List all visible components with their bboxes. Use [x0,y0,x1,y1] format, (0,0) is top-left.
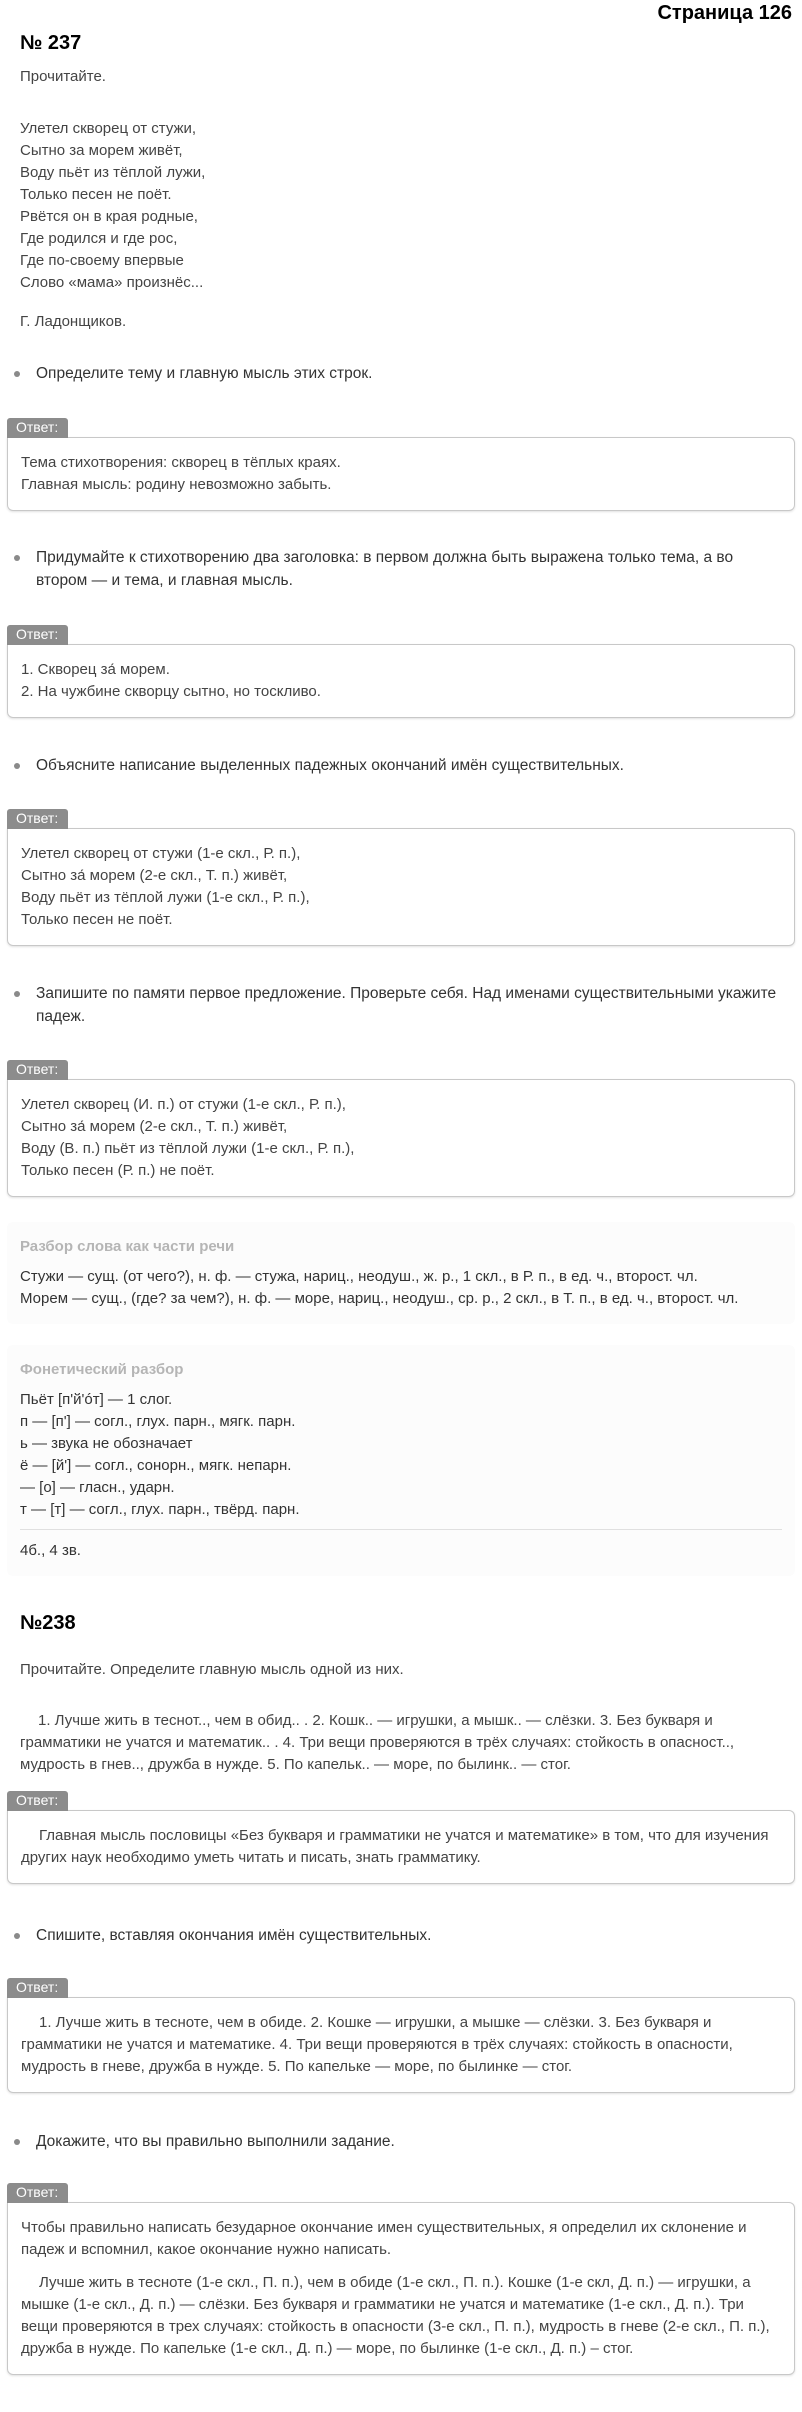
divider [20,1529,782,1530]
answer-prove-box [7,2202,795,2375]
task-237-number: № 237 [20,32,82,54]
phonetic-block [7,1345,795,1576]
proverbs-text: 1. Лучше жить в теснот.., чем в обид.. . 2. Кошк.. — игрушки, а мышк.. — слёзки. 3. Без букваря и грамматики не учатся и математик.. . 4. Три вещи проверяются в трёх случаях: стойкость в опасност.., мудрость в гнев.., дружба в нужде. 5. По капельк.. — море, по былинк.. — стог. [20,1712,735,1773]
question-cases-text: Запишите по памяти первое предложение. Проверьте себя. Над именами существительными укажите падеж. [36,985,777,1025]
question-endings [14,754,782,777]
question-endings-text: Объясните написание выделенных падежных окончаний имён существительных. [36,757,624,774]
answer-theme [7,418,795,511]
task-238-instruction: Прочитайте. Определите главную мысль одной из них. [20,1661,404,1678]
task-237-instruction: Прочитайте. [20,68,106,85]
question-titles [14,546,782,592]
answer-copy-text: 1. Лучше жить в тесноте, чем в обиде. 2. Кошке — игрушки, а мышке — слёзки. 3. Без букваря и грамматики не учатся и математике. 4. Три вещи проверяются в трёх случаях: стойкость в опасности, мудрость в гневе, дружба в нужде. 5. По капельке — море, по былинке — стог. [7,1997,795,2093]
answer-theme-text: Тема стихотворения: скворец в тёплых краях. Главная мысль: родину невозможно забыть. [7,437,795,511]
answer-cases [7,1060,795,1197]
answer-prove-paragraph-1: Чтобы правильно написать безударное окончание имен существительных, я определил их склонение и падеж и вспомнил, какое окончание нужно написать. [21,2219,747,2258]
answer-label: Ответ: [7,418,68,438]
answer-label: Ответ: [7,1791,68,1811]
poem-author: Г. Ладонщиков. [20,313,127,330]
page-number: Страница 126 [657,2,792,24]
task-238-number: №238 [20,1612,76,1634]
answer-prove [7,2183,795,2375]
question-prove [14,2130,782,2153]
question-titles-text: Придумайте к стихотворению два заголовка: в первом должна быть выражена только тема, а во втором — и тема, и главная мысль. [36,549,734,589]
phonetic-summary: 4б., 4 зв. [20,1542,81,1559]
answer-prove-paragraph-2: Лучше жить в тесноте (1-е скл., П. п.), чем в обиде (1-е скл., П. п.). Кошке (1-е скл, Д. п.) — игрушки, а мышке (1-е скл., Д. п.) — слёзки. Без букваря и грамматики не учатся и математике (1-е скл., Д. п.). Три вещи проверяются в трех случаях: стойкость в опасности (3-е скл., П. п.), мудрость в гневе (2-е скл., П. п.), дружба в нужде. По капельке (1-е скл., Д. п.) — море, по былинке (1-е скл., Д. п.) – стог. [21,2274,770,2357]
answer-endings [7,809,795,946]
answer-label: Ответ: [7,1060,68,1080]
answer-copy [7,1978,795,2093]
morphology-block [7,1222,795,1324]
morphology-title: Разбор слова как части речи [20,1238,235,1255]
answer-titles-text: 1. Скворец за́ морем. 2. На чужбине скворцу сытно, но тоскливо. [7,644,795,718]
answer-main-idea [7,1791,795,1884]
answer-titles [7,625,795,718]
question-theme [14,362,782,385]
answer-label: Ответ: [7,809,68,829]
morphology-body: Стужи — сущ. (от чего?), н. ф. — стужа, нариц., неодуш., ж. р., 1 скл., в Р. п., в ед. ч., второст. чл. Морем — сущ., (где? за чем?), н. ф. — море, нариц., неодуш., ср. р., 2 скл., в Т. п., в ед. ч., второст. чл. [20,1268,739,1307]
question-prove-text: Докажите, что вы правильно выполнили задание. [36,2133,395,2150]
phonetic-title: Фонетический разбор [20,1361,184,1378]
answer-label: Ответ: [7,1978,68,1998]
phonetic-body: Пьёт [п'й'óт] — 1 слог. п — [п'] — согл., глух. парн., мягк. парн. ь — звука не обозначает ё — [й'] — согл., сонорн., мягк. непарн. — [о] — гласн., ударн. т — [т] — согл., глух. парн., твёрд. парн. [20,1391,300,1518]
poem: Улетел скворец от стужи, Сытно за морем живёт, Воду пьёт из тёплой лужи, Только песен не поёт. Рвётся он в края родные, Где родился и где рос, Где по-своему впервые Слово «мама» произнёс... [20,120,206,291]
answer-endings-text: Улетел скворец от стужи (1-е скл., Р. п.), Сытно за́ морем (2-е скл., Т. п.) живёт, Воду пьёт из тёплой лужи (1-е скл., Р. п.), Только песен не поёт. [7,828,795,946]
answer-main-idea-text: Главная мысль пословицы «Без букваря и грамматики не учатся и математике» в том, что для изучения других наук необходимо уметь читать и писать, знать грамматику. [7,1810,795,1884]
question-theme-text: Определите тему и главную мысль этих строк. [36,365,373,382]
answer-label: Ответ: [7,625,68,645]
answer-label: Ответ: [7,2183,68,2203]
answer-cases-text: Улетел скворец (И. п.) от стужи (1-е скл., Р. п.), Сытно за́ морем (2-е скл., Т. п.) живёт, Воду (В. п.) пьёт из тёплой лужи (1-е скл., Р. п.), Только песен (Р. п.) не поёт. [7,1079,795,1197]
question-cases [14,982,782,1028]
question-copy [14,1924,782,1947]
question-copy-text: Спишите, вставляя окончания имён существительных. [36,1927,432,1944]
